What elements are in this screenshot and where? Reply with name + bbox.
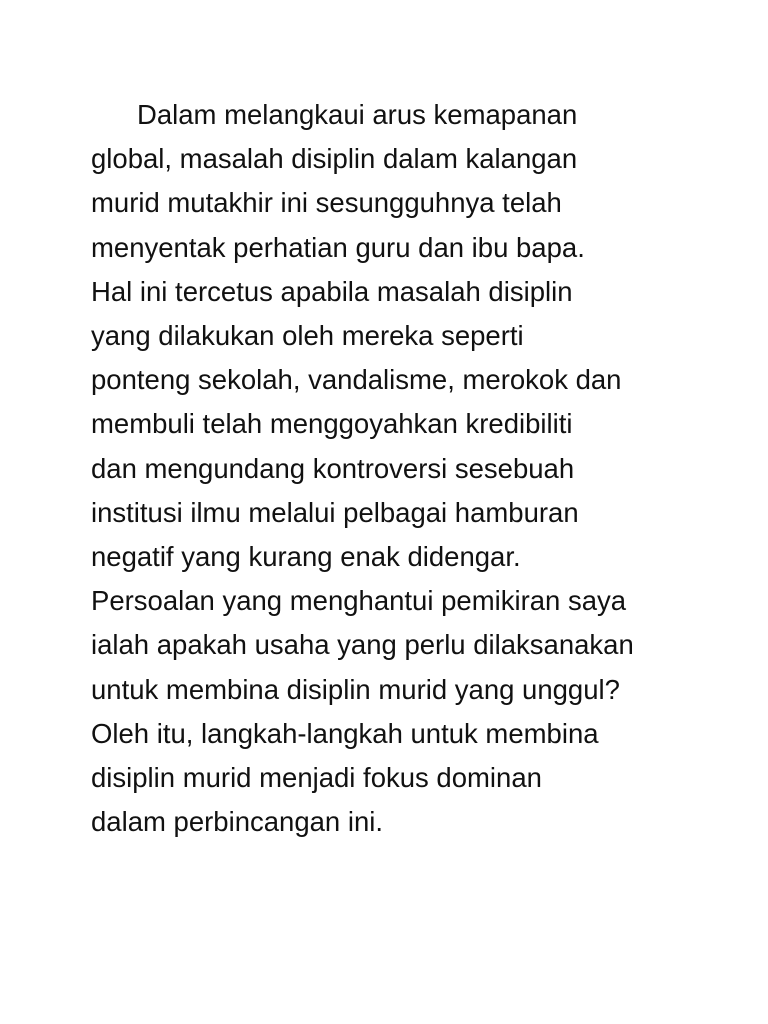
paragraph-line: murid mutakhir ini sesungguhnya telah [91,187,562,219]
paragraph-line: negatif yang kurang enak didengar. [91,541,521,573]
paragraph-line: Dalam melangkaui arus kemapanan [137,99,578,130]
paragraph-line: menyentak perhatian guru dan ibu bapa. [91,231,585,263]
body-paragraph [91,93,691,844]
paragraph-line: institusi ilmu melalui pelbagai hamburan [91,496,579,528]
paragraph-line: ponteng sekolah, vandalisme, merokok dan [91,364,622,396]
paragraph-line: yang dilakukan oleh mereka seperti [91,320,524,352]
paragraph-line: Hal ini tercetus apabila masalah disiplin [91,275,573,307]
paragraph-line: dan mengundang kontroversi sesebuah [91,452,575,484]
paragraph-line: membuli telah menggoyahkan kredibiliti [91,408,573,440]
paragraph-line: Persoalan yang menghantui pemikiran saya [91,585,627,617]
paragraph-line: disiplin murid menjadi fokus dominan [91,762,542,794]
paragraph-line: global, masalah disiplin dalam kalangan [91,143,578,175]
paragraph-line: untuk membina disiplin murid yang unggul? [91,673,620,705]
paragraph-line: Oleh itu, langkah-langkah untuk membina [91,717,599,749]
paragraph-line: dalam perbincangan ini. [91,806,383,838]
paragraph-line: ialah apakah usaha yang perlu dilaksanakan [91,629,634,661]
